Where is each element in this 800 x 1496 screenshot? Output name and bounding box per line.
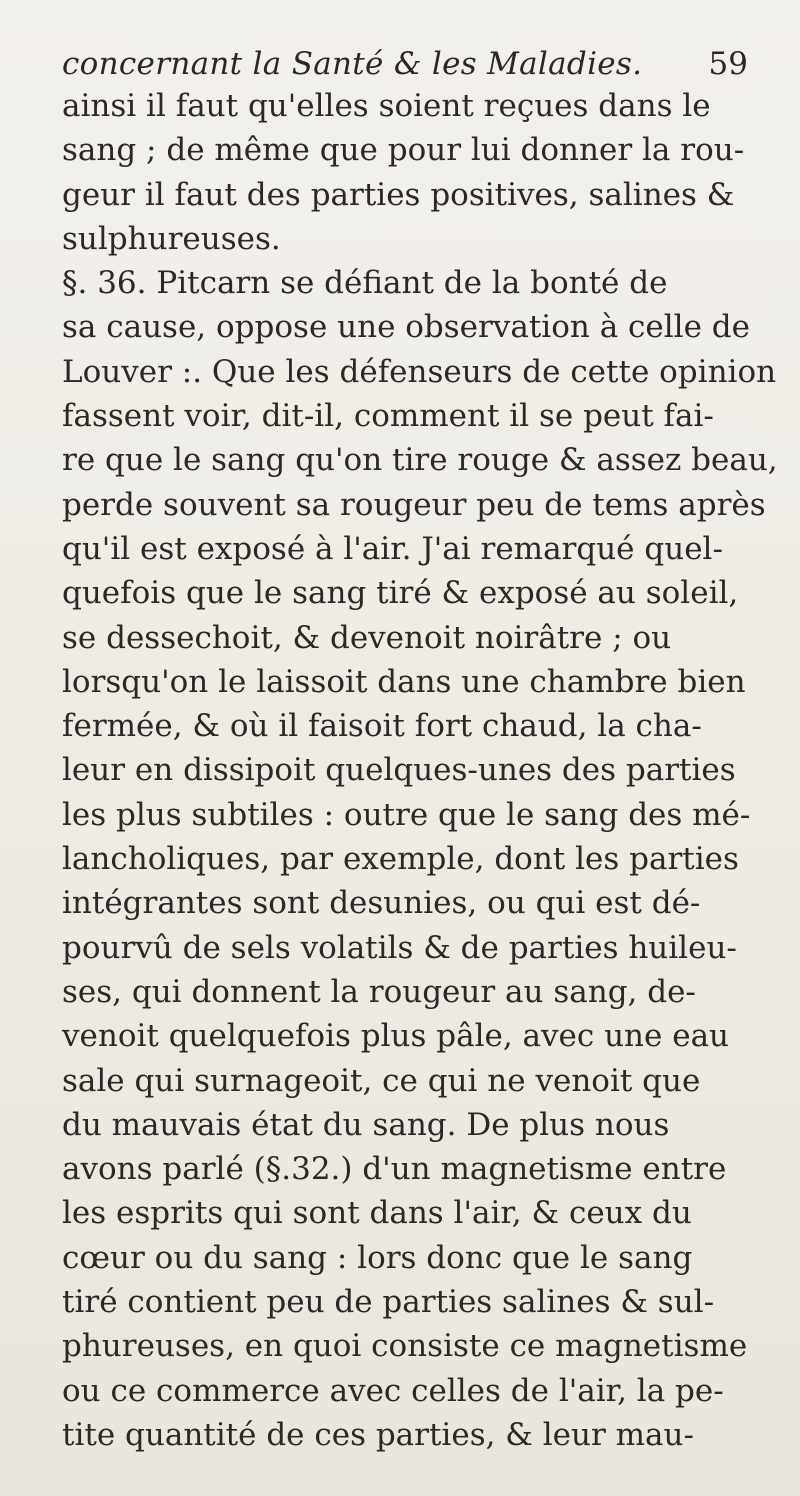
page-header [62,46,752,86]
text-line-9: re que le sang qu'on tire rouge & assez beau, [62,442,778,479]
text-line-27: cœur ou du sang : lors donc que le sang [62,1239,693,1276]
text-line-7: Louver :. Que les défenseurs de cette opinion [62,353,777,390]
text-line-19: intégrantes sont desunies, ou qui est dé- [62,885,701,922]
text-line-16: leur en dissipoit quelques-unes des parties [62,752,736,789]
text-line-22: venoit quelquefois plus pâle, avec une eau [62,1018,730,1055]
text-line-8: fassent voir, dit-il, comment il se peut fai- [62,398,714,435]
text-line-23: sale qui surnageoit, ce qui ne venoit que [62,1062,701,1099]
blank-lower-page [0,1030,800,1496]
text-line-2: sang ; de même que pour lui donner la rou- [62,132,745,169]
text-line-30: ou ce commerce avec celles de l'air, la pe- [62,1372,724,1409]
text-line-20: pourvû de sels volatils & de parties huileu- [62,929,737,966]
text-line-28: tiré contient peu de parties salines & sul- [62,1284,715,1321]
text-line-31: tite quantité de ces parties, & leur mau- [62,1416,694,1453]
text-line-10: perde souvent sa rougeur peu de tems après [62,486,766,523]
text-line-11: qu'il est exposé à l'air. J'ai remarqué quel- [62,530,723,567]
text-line-29: phureuses, en quoi consiste ce magnetisme [62,1328,748,1365]
text-line-6: sa cause, oppose une observation à celle de [62,309,750,346]
page-number: 59 [708,46,748,82]
text-line-4: sulphureuses. [62,220,281,257]
text-line-3: geur il faut des parties positives, salines & [62,176,735,213]
text-line-24: du mauvais état du sang. De plus nous [62,1106,670,1143]
text-line-14: lorsqu'on le laissoit dans une chambre bien [62,663,746,700]
running-head: concernant la Santé & les Maladies. [62,46,643,82]
text-line-25: avons parlé (§.32.) d'un magnetisme entre [62,1151,727,1188]
text-line-12: quefois que le sang tiré & exposé au soleil, [62,575,739,612]
text-line-1: ainsi il faut qu'elles soient reçues dans le [62,88,711,124]
text-line-13: se dessechoit, & devenoit noirâtre ; ou [62,619,672,656]
text-line-21: ses, qui donnent la rougeur au sang, de- [62,973,696,1010]
text-line-17: les plus subtiles : outre que le sang des mé- [62,796,751,833]
text-line-18: lancholiques, par exemple, dont les parties [62,841,739,878]
text-line-5: §. 36. Pitcarn se défiant de la bonté de [62,265,668,302]
text-line-15: fermée, & où il faisoit fort chaud, la cha- [62,708,702,745]
text-line-26: les esprits qui sont dans l'air, & ceux du [62,1195,692,1232]
